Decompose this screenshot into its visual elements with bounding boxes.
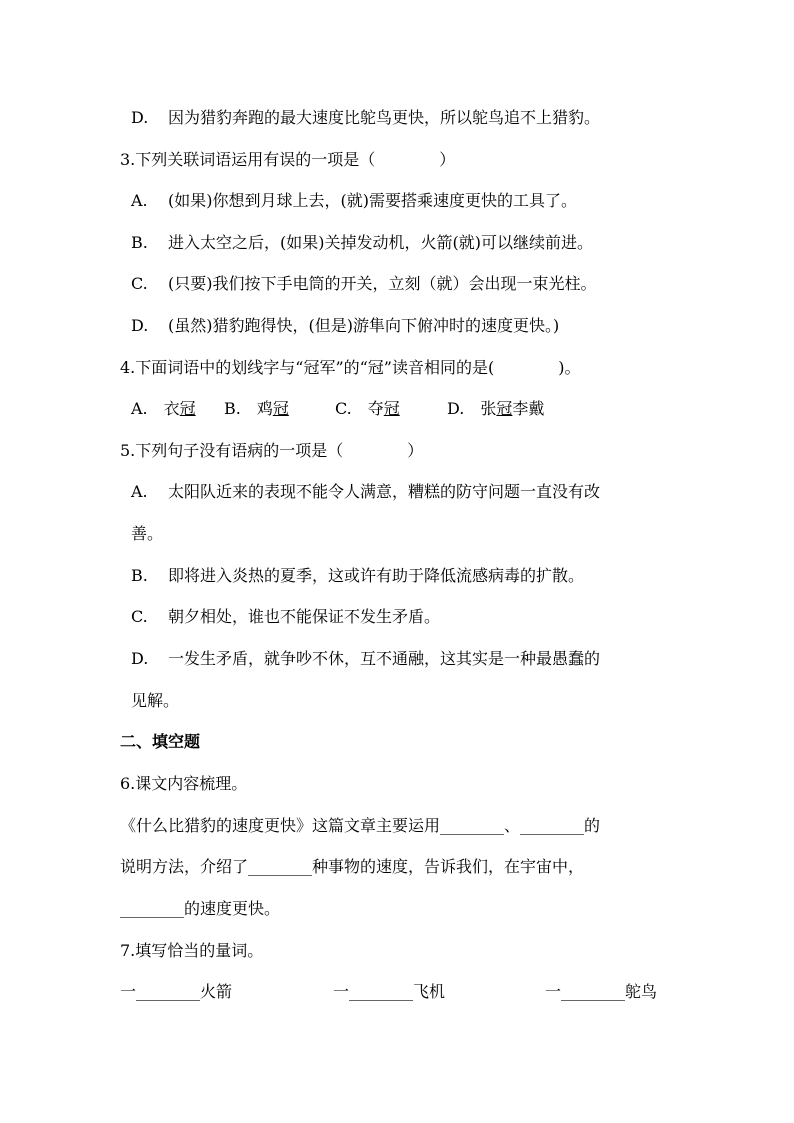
q4-option-c [335,398,400,420]
option-text: (虽然)猎豹跑得快，(但是)游隼向下俯冲时的速度更快。) [168,316,560,335]
option-text: 太阳队近来的表现不能令人满意，糟糕的防守问题一直没有改 [168,482,601,501]
q6-line-3: ________的速度更快。 [120,899,281,918]
option-mark: D. [447,399,465,418]
option-mark: D. [131,316,149,335]
option-mark: D. [131,649,149,668]
option-mark: B. [131,233,148,252]
option-mark: C. [131,607,148,626]
option-text-tail: 李戴 [512,399,545,418]
q4-option-b [224,398,289,420]
option-mark: A. [131,399,148,418]
section-heading: 二、填空题 [120,732,201,751]
q5-option-a [131,481,600,503]
underlined-char: 冠 [179,399,196,418]
q5-option-c [131,606,440,628]
q3-option-c [131,273,597,295]
q7-item-rocket: 一________火箭 [120,982,233,1001]
question-3-stem: 3.下列关联词语运用有误的一项是（ ） [120,150,456,169]
q5-option-a-cont: 善。 [131,524,164,543]
option-text: 夺 [367,399,384,418]
q3-option-b [131,232,593,254]
option-mark: B. [131,566,148,585]
q7-item-plane: 一________飞机 [333,982,446,1001]
option-text: 即将进入炎热的夏季，这或许有助于降低流感病毒的扩散。 [168,566,585,585]
q6-line-2: 说明方法，介绍了________种事物的速度，告诉我们，在宇宙中， [120,857,585,876]
underlined-char: 冠 [496,399,513,418]
option-text: 衣 [163,399,180,418]
option-text: 因为猎豹奔跑的最大速度比鸵鸟更快，所以鸵鸟追不上猎豹。 [168,108,601,127]
q5-option-d [131,648,600,670]
q5-option-b [131,565,584,587]
q7-item-ostrich: 一________鸵鸟 [545,982,658,1001]
option-mark: A. [131,482,148,501]
option-text: 朝夕相处，谁也不能保证不发生矛盾。 [168,607,441,626]
option-mark: A. [131,191,148,210]
q6-line-1: 《什么比猎豹的速度更快》这篇文章主要运用________、________的 [120,816,601,835]
underlined-char: 冠 [272,399,289,418]
q3-option-d [131,315,559,337]
question-7-stem: 7.填写恰当的量词。 [120,941,264,960]
q3-option-a [131,190,577,212]
option-text: 张 [480,399,497,418]
underlined-char: 冠 [383,399,400,418]
q4-option-a [131,398,196,420]
option-text: 进入太空之后，(如果)关掉发动机，火箭(就)可以继续前进。 [168,233,593,252]
question-5-stem: 5.下列句子没有语病的一项是（ ） [120,441,424,460]
option-mark: D. [131,108,149,127]
option-mark: C. [131,274,148,293]
option-text: (只要)我们按下手电筒的开关，立刻（就）会出现一束光柱。 [168,274,597,293]
option-mark: B. [224,399,241,418]
question-4-stem: 4.下面词语中的划线字与“冠军”的“冠”读音相同的是( )。 [120,358,581,377]
option-mark: C. [335,399,352,418]
q2-option-d [131,107,600,129]
q5-option-d-cont: 见解。 [131,691,180,710]
q4-option-d [447,398,544,420]
option-text: 鸡 [256,399,273,418]
option-text: 一发生矛盾，就争吵不休，互不通融，这其实是一种最愚蠢的 [168,649,601,668]
question-6-stem: 6.课文内容梳理。 [120,774,248,793]
option-text: (如果)你想到月球上去，(就)需要搭乘速度更快的工具了。 [168,191,577,210]
